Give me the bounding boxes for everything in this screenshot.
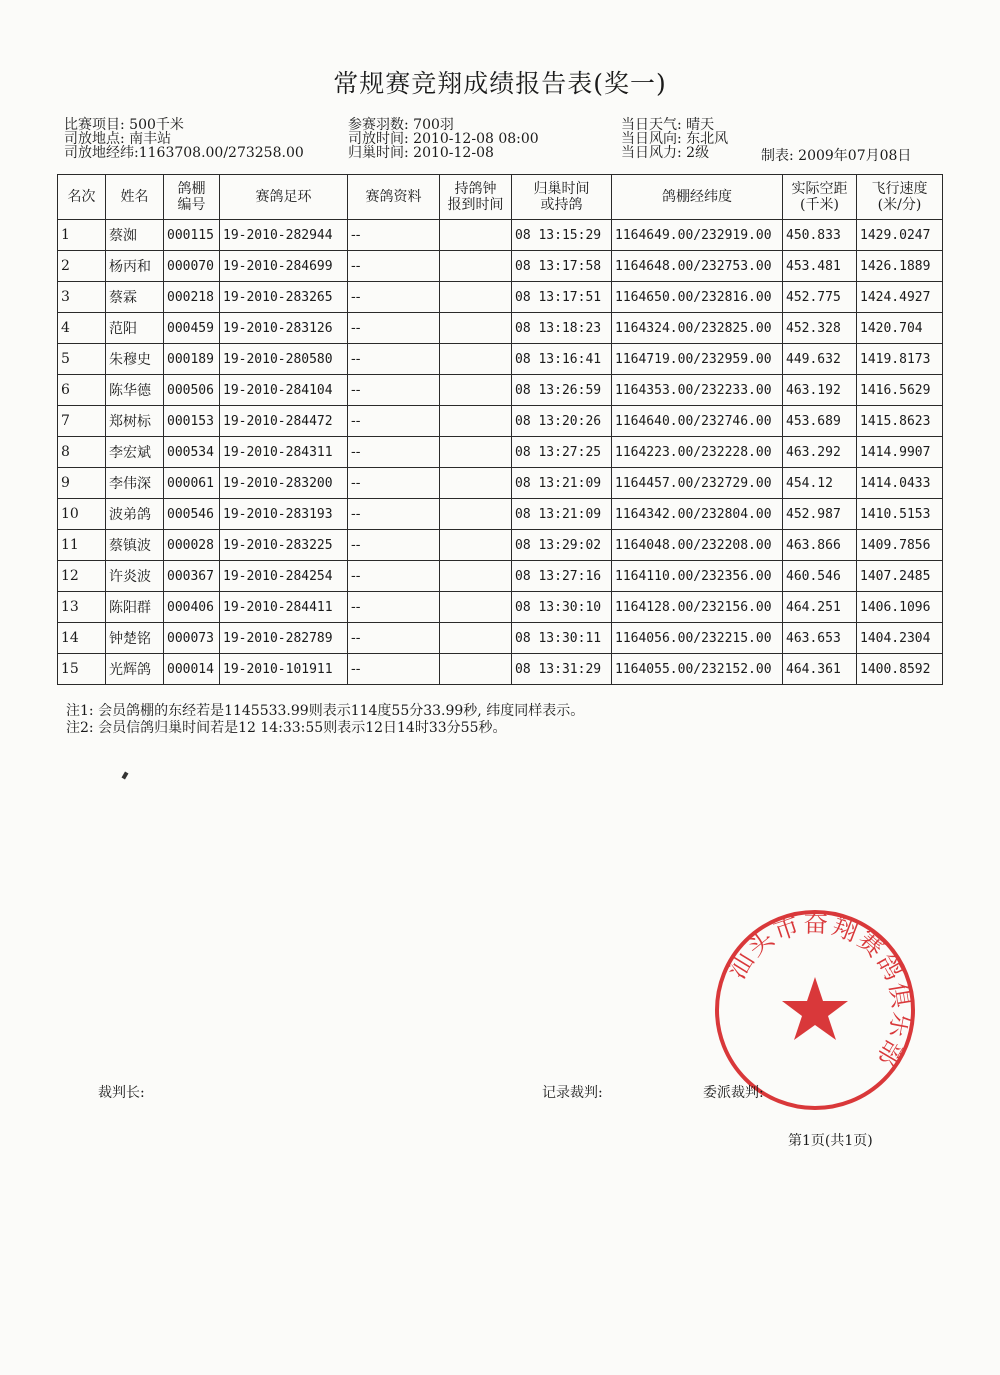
cell-loft: 000534 [164, 437, 220, 468]
cell-distance: 453.689 [783, 406, 857, 437]
cell-speed: 1404.2304 [857, 623, 943, 654]
cell-speed: 1416.5629 [857, 375, 943, 406]
cell-ring: 19-2010-284699 [220, 251, 348, 282]
header-return: 归巢时间 或持鸽 [512, 175, 612, 220]
cell-clock [440, 437, 512, 468]
results-table [57, 174, 943, 685]
cell-rank: 10 [58, 499, 106, 530]
cell-loft: 000506 [164, 375, 220, 406]
cell-coord: 1164223.00/232228.00 [612, 437, 783, 468]
cell-distance: 449.632 [783, 344, 857, 375]
cell-clock [440, 654, 512, 685]
cell-loft: 000367 [164, 561, 220, 592]
cell-return: 08 13:27:16 [512, 561, 612, 592]
cell-distance: 452.328 [783, 313, 857, 344]
cell-info: -- [348, 499, 440, 530]
cell-info: -- [348, 561, 440, 592]
cell-info: -- [348, 592, 440, 623]
cell-clock [440, 251, 512, 282]
cell-speed: 1414.9907 [857, 437, 943, 468]
svg-text:汕头市奋翔赛鸽俱乐部: 汕头市奋翔赛鸽俱乐部 [721, 908, 917, 1073]
table-row [58, 313, 943, 344]
cell-rank: 3 [58, 282, 106, 313]
cell-clock [440, 499, 512, 530]
cell-coord: 1164128.00/232156.00 [612, 592, 783, 623]
cell-distance: 463.292 [783, 437, 857, 468]
cell-clock [440, 530, 512, 561]
cell-name: 光辉鸽 [106, 654, 164, 685]
cell-name: 蔡霖 [106, 282, 164, 313]
cell-clock [440, 406, 512, 437]
cell-ring: 19-2010-284254 [220, 561, 348, 592]
cell-return: 08 13:20:26 [512, 406, 612, 437]
cell-loft: 000115 [164, 220, 220, 251]
cell-clock [440, 468, 512, 499]
meta-item: 归巢时间: 2010-12-08 [348, 145, 494, 161]
note-1: 注1: 会员鸽棚的东经若是1145533.99则表示114度55分33.99秒, 纬度同样表示。 [66, 703, 585, 719]
cell-distance: 464.361 [783, 654, 857, 685]
table-row [58, 344, 943, 375]
cell-name: 钟楚铭 [106, 623, 164, 654]
cell-info: -- [348, 375, 440, 406]
cell-distance: 453.481 [783, 251, 857, 282]
cell-ring: 19-2010-283265 [220, 282, 348, 313]
cell-coord: 1164719.00/232959.00 [612, 344, 783, 375]
cell-speed: 1420.704 [857, 313, 943, 344]
cell-clock [440, 282, 512, 313]
cell-rank: 5 [58, 344, 106, 375]
recorder-label: 记录裁判: [542, 1085, 603, 1101]
cell-info: -- [348, 344, 440, 375]
ink-mark [122, 771, 129, 779]
cell-rank: 9 [58, 468, 106, 499]
cell-name: 杨丙和 [106, 251, 164, 282]
cell-info: -- [348, 468, 440, 499]
cell-return: 08 13:29:02 [512, 530, 612, 561]
cell-ring: 19-2010-282944 [220, 220, 348, 251]
cell-ring: 19-2010-284472 [220, 406, 348, 437]
cell-ring: 19-2010-283193 [220, 499, 348, 530]
cell-distance: 463.192 [783, 375, 857, 406]
cell-info: -- [348, 313, 440, 344]
cell-rank: 4 [58, 313, 106, 344]
cell-distance: 460.546 [783, 561, 857, 592]
cell-distance: 450.833 [783, 220, 857, 251]
cell-return: 08 13:26:59 [512, 375, 612, 406]
cell-ring: 19-2010-282789 [220, 623, 348, 654]
delegate-label: 委派裁判: [703, 1085, 764, 1101]
cell-coord: 1164457.00/232729.00 [612, 468, 783, 499]
table-row [58, 282, 943, 313]
cell-coord: 1164650.00/232816.00 [612, 282, 783, 313]
cell-coord: 1164648.00/232753.00 [612, 251, 783, 282]
page-title: 常规赛竞翔成绩报告表(奖一) [333, 69, 667, 98]
table-row [58, 437, 943, 468]
cell-name: 李伟深 [106, 468, 164, 499]
table-row [58, 251, 943, 282]
cell-speed: 1406.1096 [857, 592, 943, 623]
cell-rank: 11 [58, 530, 106, 561]
cell-ring: 19-2010-101911 [220, 654, 348, 685]
cell-rank: 1 [58, 220, 106, 251]
meta-col-1 [64, 118, 304, 160]
cell-info: -- [348, 530, 440, 561]
page-number: 第1页(共1页) [788, 1133, 873, 1149]
cell-loft: 000546 [164, 499, 220, 530]
cell-loft: 000153 [164, 406, 220, 437]
cell-name: 蔡洳 [106, 220, 164, 251]
cell-return: 08 13:17:51 [512, 282, 612, 313]
cell-return: 08 13:31:29 [512, 654, 612, 685]
cell-name: 李宏斌 [106, 437, 164, 468]
cell-loft: 000218 [164, 282, 220, 313]
header-speed: 飞行速度 (米/分) [857, 175, 943, 220]
cell-return: 08 13:21:09 [512, 499, 612, 530]
table-row [58, 592, 943, 623]
cell-name: 蔡镇波 [106, 530, 164, 561]
cell-return: 08 13:18:23 [512, 313, 612, 344]
header-distance: 实际空距 (千米) [783, 175, 857, 220]
cell-rank: 13 [58, 592, 106, 623]
cell-rank: 15 [58, 654, 106, 685]
cell-name: 陈华德 [106, 375, 164, 406]
cell-coord: 1164048.00/232208.00 [612, 530, 783, 561]
cell-return: 08 13:16:41 [512, 344, 612, 375]
cell-loft: 000189 [164, 344, 220, 375]
cell-name: 陈阳群 [106, 592, 164, 623]
cell-ring: 19-2010-283200 [220, 468, 348, 499]
meta-item: 司放地经纬:1163708.00/273258.00 [64, 145, 304, 161]
cell-distance: 452.987 [783, 499, 857, 530]
cell-return: 08 13:15:29 [512, 220, 612, 251]
cell-rank: 6 [58, 375, 106, 406]
header-coord: 鸽棚经纬度 [612, 175, 783, 220]
header-info: 赛鸽资料 [348, 175, 440, 220]
cell-rank: 14 [58, 623, 106, 654]
cell-info: -- [348, 654, 440, 685]
meta-col-2 [348, 118, 539, 160]
cell-name: 波弟鸽 [106, 499, 164, 530]
cell-coord: 1164353.00/232233.00 [612, 375, 783, 406]
cell-info: -- [348, 406, 440, 437]
cell-return: 08 13:30:11 [512, 623, 612, 654]
cell-loft: 000014 [164, 654, 220, 685]
cell-return: 08 13:17:58 [512, 251, 612, 282]
cell-ring: 19-2010-284104 [220, 375, 348, 406]
header-ring: 赛鸽足环 [220, 175, 348, 220]
cell-return: 08 13:27:25 [512, 437, 612, 468]
cell-rank: 12 [58, 561, 106, 592]
notes [66, 703, 584, 737]
cell-loft: 000061 [164, 468, 220, 499]
cell-speed: 1415.8623 [857, 406, 943, 437]
cell-clock [440, 623, 512, 654]
cell-ring: 19-2010-284311 [220, 437, 348, 468]
cell-loft: 000073 [164, 623, 220, 654]
cell-name: 郑树标 [106, 406, 164, 437]
table-row [58, 406, 943, 437]
cell-speed: 1407.2485 [857, 561, 943, 592]
cell-ring: 19-2010-284411 [220, 592, 348, 623]
meta-col-3 [621, 118, 728, 160]
cell-speed: 1400.8592 [857, 654, 943, 685]
cell-distance: 464.251 [783, 592, 857, 623]
cell-clock [440, 344, 512, 375]
cell-info: -- [348, 282, 440, 313]
cell-name: 许炎波 [106, 561, 164, 592]
cell-clock [440, 220, 512, 251]
header-row [58, 175, 943, 220]
table-row [58, 654, 943, 685]
meta-item: 当日天气: 晴天 [621, 117, 715, 133]
cell-coord: 1164649.00/232919.00 [612, 220, 783, 251]
cell-info: -- [348, 437, 440, 468]
cell-ring: 19-2010-283225 [220, 530, 348, 561]
table-row [58, 623, 943, 654]
cell-info: -- [348, 220, 440, 251]
cell-coord: 1164640.00/232746.00 [612, 406, 783, 437]
table-row [58, 375, 943, 406]
cell-ring: 19-2010-283126 [220, 313, 348, 344]
cell-distance: 452.775 [783, 282, 857, 313]
cell-clock [440, 561, 512, 592]
cell-speed: 1410.5153 [857, 499, 943, 530]
cell-coord: 1164110.00/232356.00 [612, 561, 783, 592]
note-2: 注2: 会员信鸽归巢时间若是12 14:33:55则表示12日14时33分55秒。 [66, 720, 507, 736]
header-loft-no: 鸽棚 编号 [164, 175, 220, 220]
header-clock: 持鸽钟 报到时间 [440, 175, 512, 220]
table-row [58, 468, 943, 499]
meta-item: 当日风力: 2级 [621, 145, 710, 161]
cell-rank: 2 [58, 251, 106, 282]
cell-coord: 1164324.00/232825.00 [612, 313, 783, 344]
made-date: 制表: 2009年07月08日 [761, 148, 912, 164]
meta-item: 比赛项目: 500千米 [64, 117, 184, 133]
cell-speed: 1426.1889 [857, 251, 943, 282]
cell-info: -- [348, 251, 440, 282]
table-row [58, 220, 943, 251]
cell-distance: 463.866 [783, 530, 857, 561]
meta-item: 司放地点: 南丰站 [64, 131, 172, 147]
cell-loft: 000028 [164, 530, 220, 561]
cell-distance: 454.12 [783, 468, 857, 499]
cell-clock [440, 375, 512, 406]
cell-speed: 1409.7856 [857, 530, 943, 561]
cell-coord: 1164342.00/232804.00 [612, 499, 783, 530]
cell-loft: 000459 [164, 313, 220, 344]
cell-return: 08 13:30:10 [512, 592, 612, 623]
cell-clock [440, 592, 512, 623]
cell-rank: 7 [58, 406, 106, 437]
table-row [58, 499, 943, 530]
cell-info: -- [348, 623, 440, 654]
cell-speed: 1414.0433 [857, 468, 943, 499]
cell-name: 朱穆史 [106, 344, 164, 375]
cell-speed: 1429.0247 [857, 220, 943, 251]
cell-clock [440, 313, 512, 344]
meta-item: 司放时间: 2010-12-08 08:00 [348, 131, 539, 147]
chief-referee-label: 裁判长: [98, 1085, 145, 1101]
header-rank: 名次 [58, 175, 106, 220]
table-row [58, 530, 943, 561]
meta-item: 当日风向: 东北风 [621, 131, 729, 147]
table-row [58, 561, 943, 592]
cell-speed: 1424.4927 [857, 282, 943, 313]
cell-rank: 8 [58, 437, 106, 468]
cell-return: 08 13:21:09 [512, 468, 612, 499]
cell-coord: 1164056.00/232215.00 [612, 623, 783, 654]
cell-speed: 1419.8173 [857, 344, 943, 375]
cell-loft: 000070 [164, 251, 220, 282]
cell-coord: 1164055.00/232152.00 [612, 654, 783, 685]
cell-distance: 463.653 [783, 623, 857, 654]
cell-ring: 19-2010-280580 [220, 344, 348, 375]
cell-loft: 000406 [164, 592, 220, 623]
header-name: 姓名 [106, 175, 164, 220]
cell-name: 范阳 [106, 313, 164, 344]
meta-item: 参赛羽数: 700羽 [348, 117, 454, 133]
